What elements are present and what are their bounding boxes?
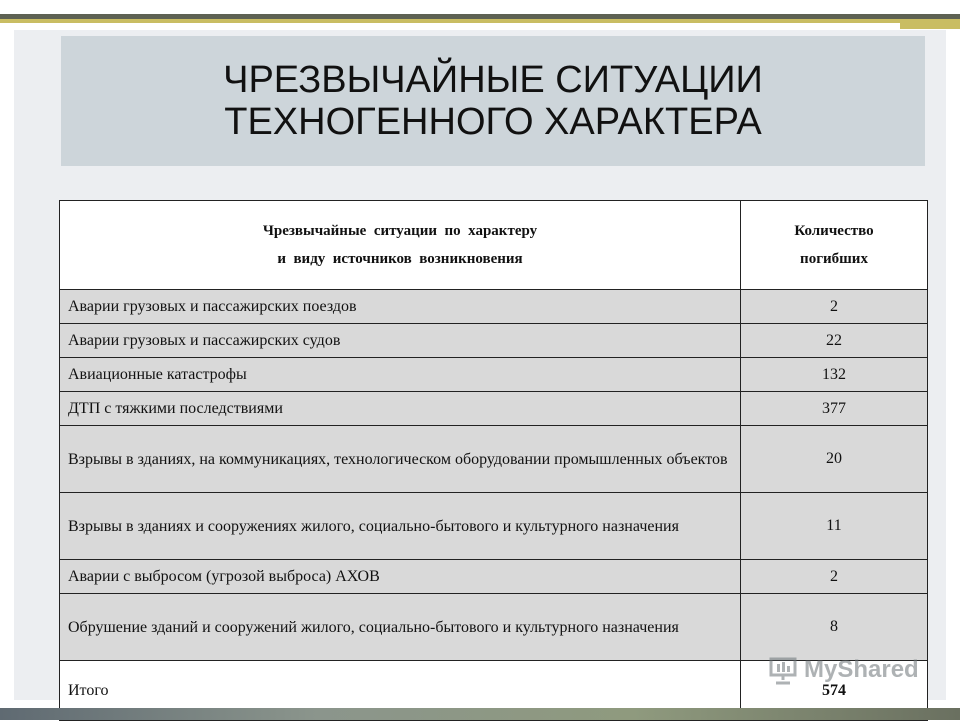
- total-label: Итого: [60, 661, 741, 721]
- header-situations: Чрезвычайные ситуации по характеру и виду источников возникновения: [60, 201, 741, 290]
- row-name: Аварии с выбросом (угрозой выброса) АХОВ: [60, 560, 741, 594]
- watermark: [768, 653, 919, 687]
- row-value: 11: [741, 493, 928, 560]
- row-value: 2: [741, 290, 928, 324]
- header-deaths: Количество погибших: [741, 201, 928, 290]
- row-value: 22: [741, 324, 928, 358]
- emergency-table: [59, 200, 927, 699]
- table-row: [60, 594, 928, 661]
- title-line-2: ТЕХНОГЕННОГО ХАРАКТЕРА: [224, 101, 762, 143]
- slide-title: [223, 59, 763, 143]
- row-name: Взрывы в зданиях, на коммуникациях, технологическом оборудовании промышленных объектов: [60, 426, 741, 493]
- table-header-row: [60, 201, 928, 290]
- bottom-stripe: [0, 708, 960, 720]
- data-table: [59, 200, 928, 721]
- title-box: [61, 36, 925, 166]
- row-name: Аварии грузовых и пассажирских поездов: [60, 290, 741, 324]
- row-name: ДТП с тяжкими последствиями: [60, 392, 741, 426]
- row-value: 20: [741, 426, 928, 493]
- row-value: 377: [741, 392, 928, 426]
- table-row: [60, 358, 928, 392]
- row-value: 132: [741, 358, 928, 392]
- table-row: [60, 493, 928, 560]
- row-value: 8: [741, 594, 928, 661]
- watermark-text: MyShared: [804, 656, 919, 683]
- table-row: [60, 392, 928, 426]
- presentation-board-icon: [768, 655, 798, 685]
- total-value: 574: [741, 661, 928, 721]
- row-name: Авиационные катастрофы: [60, 358, 741, 392]
- table-row: [60, 426, 928, 493]
- top-stripe-tail: [900, 23, 960, 29]
- top-stripe-gold: [0, 19, 960, 23]
- row-name: Аварии грузовых и пассажирских судов: [60, 324, 741, 358]
- title-line-1: ЧРЕЗВЫЧАЙНЫЕ СИТУАЦИИ: [223, 59, 763, 101]
- table-row: [60, 560, 928, 594]
- row-name: Обрушение зданий и сооружений жилого, социально-бытового и культурного назначения: [60, 594, 741, 661]
- table-row: [60, 290, 928, 324]
- row-name: Взрывы в зданиях и сооружениях жилого, социально-бытового и культурного назначения: [60, 493, 741, 560]
- table-row: [60, 324, 928, 358]
- row-value: 2: [741, 560, 928, 594]
